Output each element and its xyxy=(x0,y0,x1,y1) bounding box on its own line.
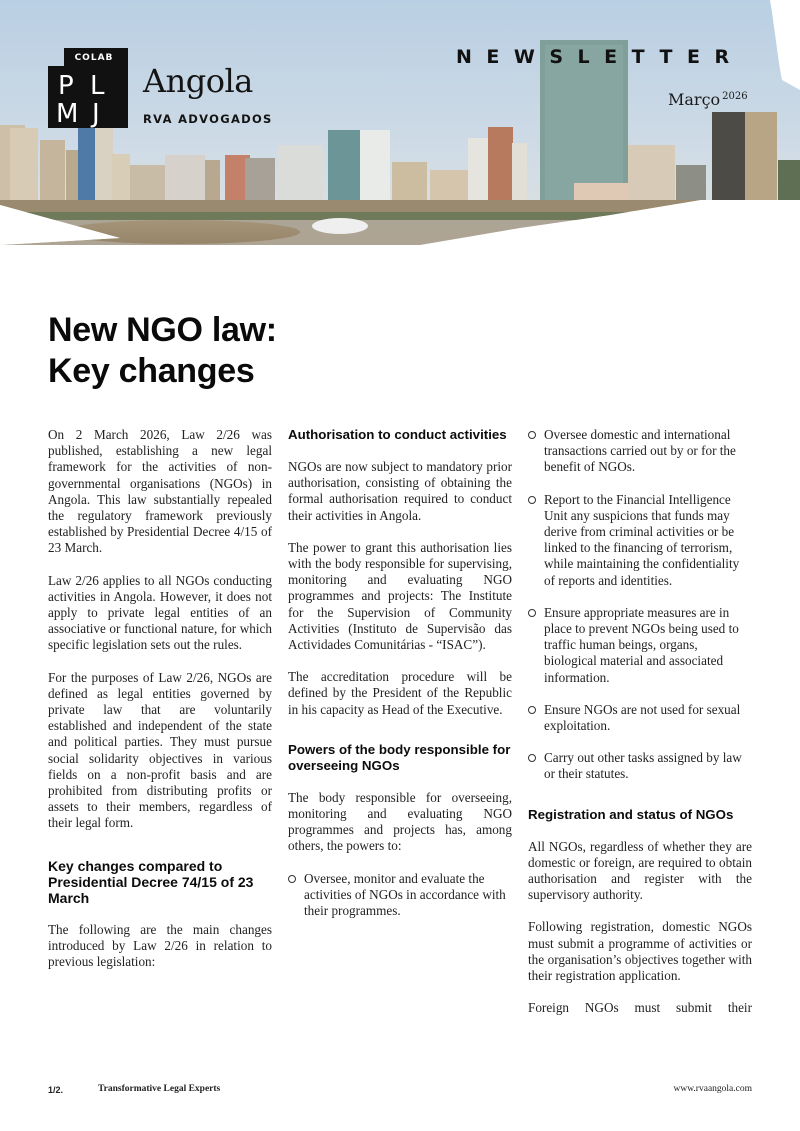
section-heading-registration: Registration and status of NGOs xyxy=(528,806,734,822)
logo-letter-l: L xyxy=(90,71,105,101)
list-item xyxy=(528,702,752,734)
article-title xyxy=(48,310,277,392)
list-item xyxy=(528,427,752,476)
footer-tagline: Transformative Legal Experts xyxy=(98,1084,221,1094)
bullet-circle-icon xyxy=(288,875,296,883)
bullet-circle-icon xyxy=(528,431,536,439)
paragraph: The power to grant this authorisation lies with the body responsible for supervising, monitoring and evaluating NGO programmes and projects: The Institute for the Supervision of Community Activities (Instituto de Supervisão das Actividades Comunitárias - “ISAC”). xyxy=(288,539,512,653)
section-heading-authorisation: Authorisation to conduct activities xyxy=(288,427,507,442)
list-item-text: Carry out other tasks assigned by law or their statutes. xyxy=(544,750,742,782)
list-item-text: Ensure appropriate measures are in place to prevent NGOs being used to traffic human beings, organs, biological material and associated information. xyxy=(544,604,739,685)
paragraph: Law 2/26 applies to all NGOs conducting activities in Angola. However, it does not apply to private legal entities of an associative or functional nature, for which specific legislation sets out the rules. xyxy=(48,572,272,653)
brand-subtitle: RVA ADVOGADOS xyxy=(143,112,273,126)
title-line-1: New NGO law: xyxy=(48,311,277,349)
issue-year: 2026 xyxy=(722,91,748,102)
logo-letter-j: J xyxy=(92,99,100,128)
paragraph: Foreign NGOs must submit their xyxy=(528,1000,752,1016)
column-2 xyxy=(288,427,512,935)
powers-list-continued xyxy=(528,427,752,783)
paragraph: The following are the main changes introduced by Law 2/26 in relation to previous legislation: xyxy=(48,921,272,970)
paragraph: NGOs are now subject to mandatory prior authorisation, consisting of obtaining the formal authorisation required to conduct their activities in Angola. xyxy=(288,459,512,523)
bullet-circle-icon xyxy=(528,609,536,617)
issue-date xyxy=(668,90,748,109)
list-item-text: Ensure NGOs are not used for sexual exploitation. xyxy=(544,701,741,734)
website-link[interactable]: www.rvaangola.com xyxy=(673,1084,752,1094)
section-heading-key-changes: Key changes compared to Presidential Decree 74/15 of 23 March xyxy=(48,857,254,906)
hero-banner xyxy=(0,0,800,250)
publication-title: NEWSLETTER xyxy=(456,46,744,68)
paragraph: The body responsible for overseeing, monitoring and evaluating NGO programmes and projects has, among others, the powers to: xyxy=(288,789,512,854)
powers-list xyxy=(288,871,512,920)
bullet-circle-icon xyxy=(528,754,536,762)
plmj-logo xyxy=(48,48,128,128)
paragraph: All NGOs, regardless of whether they are domestic or foreign, are required to obtain authorisation and register with the supervisory authority. xyxy=(528,838,752,903)
column-3 xyxy=(528,427,752,1032)
paragraph: For the purposes of Law 2/26, NGOs are defined as legal entities governed by private law that are voluntarily established and independent of the state and political parties. They must pursue social solidarity objectives in various fields on a non-profit basis and are prohibited from distributing profits or assets to their members, regardless of their legal form. xyxy=(48,669,272,831)
section-heading-powers: Powers of the body responsible for overseeing NGOs xyxy=(288,741,511,773)
brand-name: Angola xyxy=(143,62,253,100)
paragraph: On 2 March 2026, Law 2/26 was published, establishing a new legal framework for the activities of non-governmental organisations (NGOs) in Angola. This law substantially repealed the regulatory framework previously established by Presidential Decree 4/15 of 23 March. xyxy=(48,427,272,556)
issue-month: Março xyxy=(668,90,721,109)
list-item-text: Oversee domestic and international transactions carried out by or for the benefit of NGOs. xyxy=(544,427,736,475)
page-number: 1/2. xyxy=(48,1085,64,1095)
paragraph: The accreditation procedure will be defined by the President of the Republic in his capacity as Head of the Executive. xyxy=(288,669,512,717)
logo-colab-text: COLAB xyxy=(74,53,114,63)
column-1 xyxy=(48,427,272,986)
list-item-text: Report to the Financial Intelligence Unit any suspicions that funds may derive from criminal activities or be linked to the financing of terrorism, while maintaining the confidentiality of reports and identities. xyxy=(544,491,740,588)
paragraph: Following registration, domestic NGOs must submit a programme of activities or the organisation’s objectives together with their registration application. xyxy=(528,919,752,984)
logo-letter-p: P xyxy=(58,71,74,101)
list-item xyxy=(288,871,512,920)
list-item-text: Oversee, monitor and evaluate the activities of NGOs in accordance with their programmes. xyxy=(304,870,506,919)
bullet-circle-icon xyxy=(528,496,536,504)
title-line-2: Key changes xyxy=(48,352,255,390)
bullet-circle-icon xyxy=(528,706,536,714)
list-item xyxy=(528,605,752,686)
logo-letter-m: M xyxy=(56,99,79,128)
list-item xyxy=(528,750,752,782)
list-item xyxy=(528,492,752,589)
